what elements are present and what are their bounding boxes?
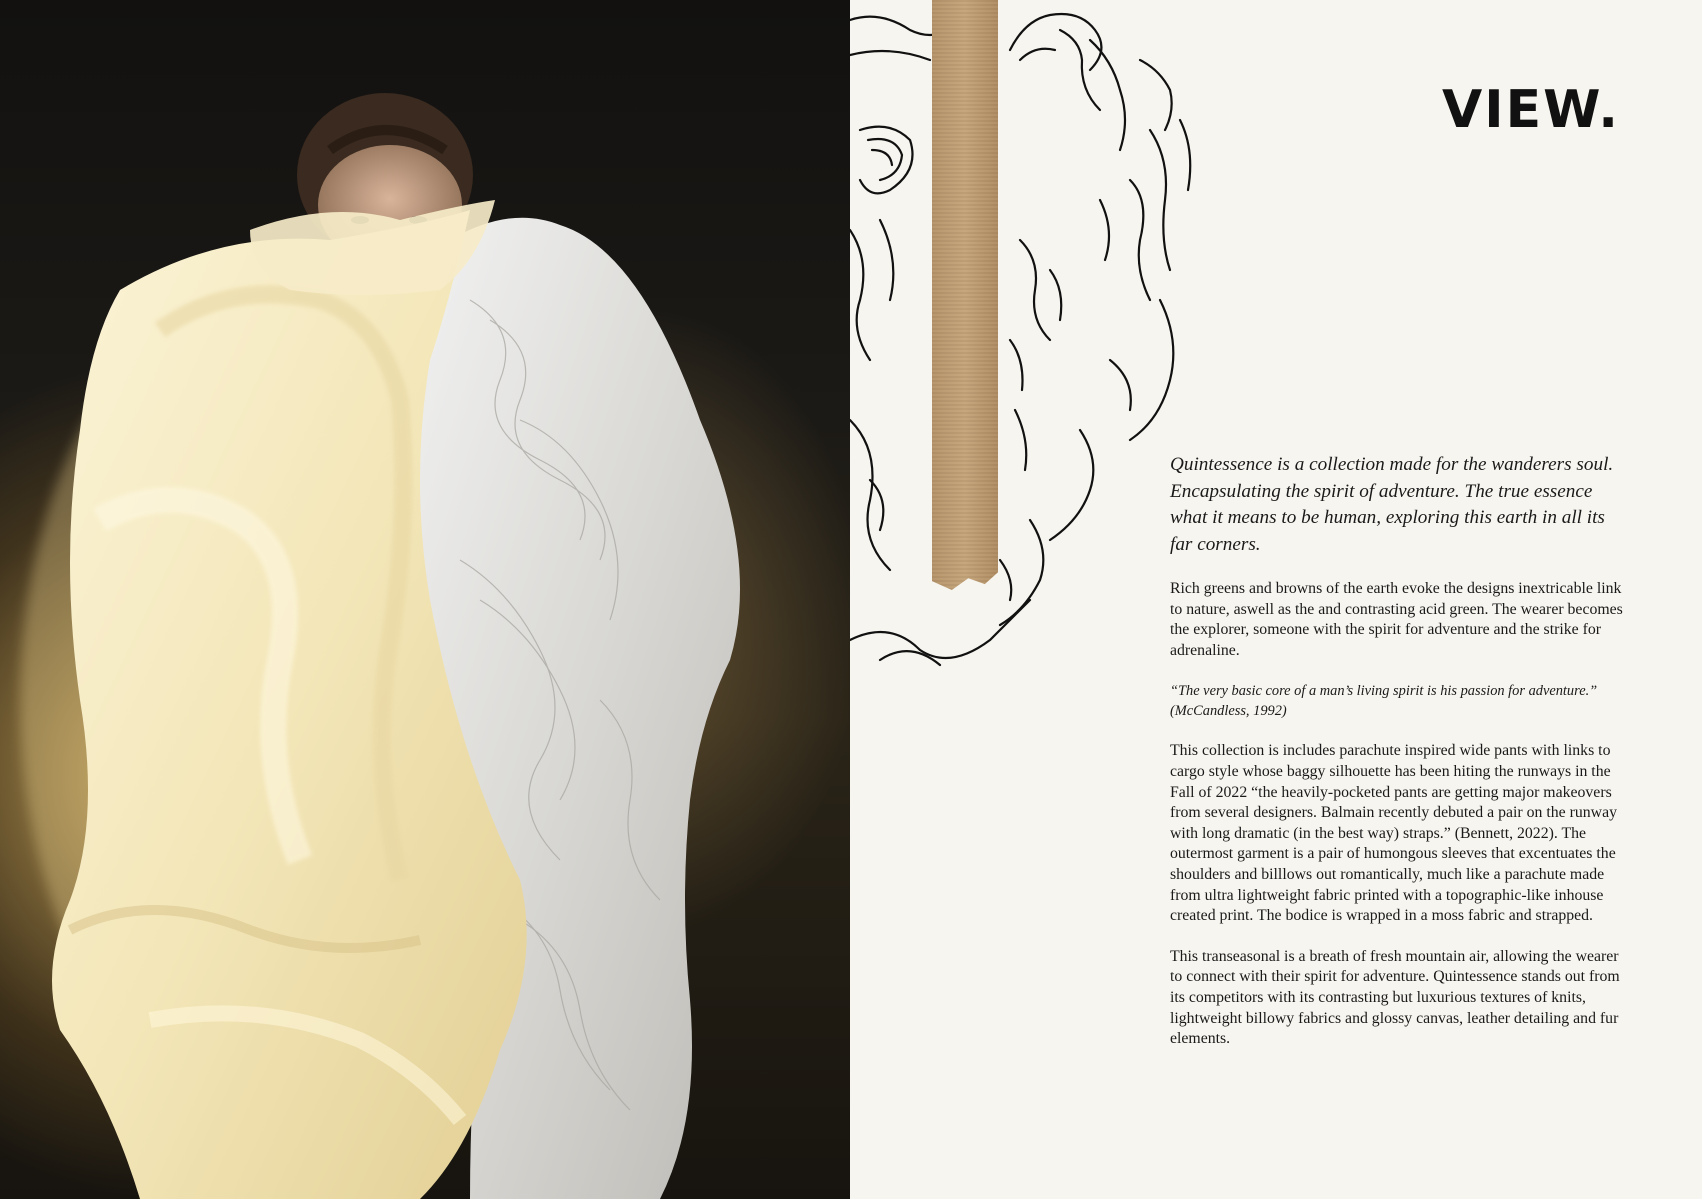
body-paragraph-2: This collection is includes parachute inspired wide pants with links to cargo style whose baggy silhouette has been hiting the runways in the Fall of 2022 “the heavily-pocketed pants are getting major makeovers from several designers. Balmain recently debuted a pair on the runway with long dramatic (in the best way) straps.” (Bennett, 2022). The outermost garment is a pair of humongous sleeves that excentuates the shoulders and billlows out romantically, much like a parachute made from ultra lightweight fabric printed with a topographic-like inhouse created print. The bodice is wrapped in a moss fabric and strapped. bbox=[1170, 742, 1617, 925]
animal-sketch-illustration bbox=[850, 0, 1210, 700]
fashion-photo bbox=[0, 0, 850, 1199]
page-title: VIEW. bbox=[1442, 80, 1620, 140]
body-paragraph-1: Rich greens and browns of the earth evoke the designs inextricable link to nature, aswell as the and contrasting acid green. The wearer becomes the explorer, someone with the spirit for adventure and the strike for adrenaline. bbox=[1170, 580, 1623, 659]
text-page bbox=[850, 0, 1702, 1199]
model-draped-in-fabric-photo bbox=[0, 0, 850, 1199]
intro-paragraph: Quintessence is a collection made for the wanderers soul. Encapsulating the spirit of adventure. The true essence what it means to be human, exploring this earth in all its far corners. bbox=[1170, 454, 1614, 555]
body-paragraph-3: This transeasonal is a breath of fresh mountain air, allowing the wearer to connect with their spirit for adventure. Quintessence stands out from its competitors with its contrasting but luxurious textures of knits, lightweight billowy fabrics and glossy canvas, leather detailing and fur elements. bbox=[1170, 947, 1620, 1048]
article-body bbox=[1170, 452, 1624, 1070]
kraft-paper-strip bbox=[932, 0, 998, 590]
pull-quote: “The very basic core of a man’s living spirit is his passion for adventure.” (McCandless, 1992) bbox=[1170, 683, 1598, 720]
